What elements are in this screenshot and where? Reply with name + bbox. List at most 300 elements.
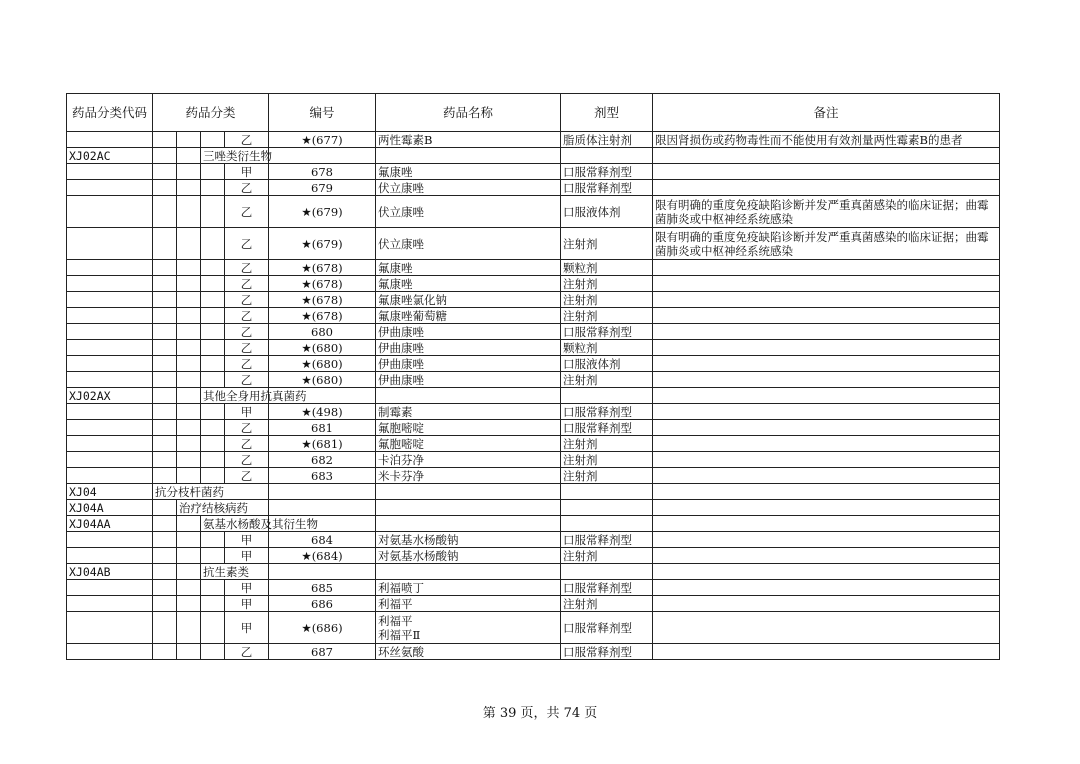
row-drug-name: [376, 388, 561, 404]
row-note: [653, 548, 1000, 564]
row-note: [653, 452, 1000, 468]
indent-cell: [177, 564, 201, 580]
indent-cell: [153, 308, 177, 324]
row-code: [67, 308, 153, 324]
row-dosage-form: 口服液体剂: [561, 356, 653, 372]
indent-cell: [153, 276, 177, 292]
indent-cell: [201, 228, 225, 260]
indent-cell: [201, 196, 225, 228]
row-note: [653, 468, 1000, 484]
indent-cell: [201, 596, 225, 612]
row-drug-name: [376, 612, 561, 644]
indent-cell: [153, 340, 177, 356]
row-dosage-form: [561, 484, 653, 500]
table-row: [67, 564, 1000, 580]
row-dosage-form: 口服常释剂型: [561, 164, 653, 180]
row-number: 682: [269, 452, 376, 468]
indent-cell: [201, 324, 225, 340]
table-row: [67, 180, 1000, 196]
row-drug-name: 利福平: [376, 596, 561, 612]
indent-cell: [153, 436, 177, 452]
row-category: 氨基水杨酸及其衍生物: [201, 516, 269, 532]
row-drug-name: 氟康唑氯化钠: [376, 292, 561, 308]
row-grade: 甲: [225, 532, 269, 548]
row-number: ★(679): [269, 228, 376, 260]
row-drug-name: 利福喷丁: [376, 580, 561, 596]
indent-cell: [153, 196, 177, 228]
indent-cell: [177, 196, 201, 228]
row-drug-name: 伊曲康唑: [376, 340, 561, 356]
row-grade: 乙: [225, 180, 269, 196]
row-drug-name: 伏立康唑: [376, 228, 561, 260]
row-grade: 甲: [225, 580, 269, 596]
row-note: [653, 532, 1000, 548]
row-number: 679: [269, 180, 376, 196]
indent-cell: [177, 436, 201, 452]
indent-cell: [177, 388, 201, 404]
row-grade: 乙: [225, 260, 269, 276]
table-row: [67, 148, 1000, 164]
row-number: 680: [269, 324, 376, 340]
row-number: ★(678): [269, 308, 376, 324]
row-grade: 甲: [225, 596, 269, 612]
row-note: [653, 500, 1000, 516]
table-row: [67, 308, 1000, 324]
indent-cell: [177, 548, 201, 564]
row-number: [269, 500, 376, 516]
row-code: [67, 292, 153, 308]
table-row: [67, 548, 1000, 564]
row-code: [67, 468, 153, 484]
table-row: [67, 228, 1000, 260]
row-note: [653, 276, 1000, 292]
row-dosage-form: 口服常释剂型: [561, 420, 653, 436]
indent-cell: [177, 516, 201, 532]
row-grade: 乙: [225, 436, 269, 452]
table-row: [67, 484, 1000, 500]
table-row: [67, 644, 1000, 660]
row-dosage-form: 口服常释剂型: [561, 404, 653, 420]
row-note: 限有明确的重度免疫缺陷诊断并发严重真菌感染的临床证据；曲霉菌肺炎或中枢神经系统感染: [653, 196, 1000, 228]
row-number: [269, 484, 376, 500]
row-code: [67, 548, 153, 564]
header-note: 备注: [653, 94, 1000, 132]
row-dosage-form: 口服常释剂型: [561, 644, 653, 660]
row-dosage-form: 注射剂: [561, 372, 653, 388]
indent-cell: [201, 436, 225, 452]
indent-cell: [153, 180, 177, 196]
indent-cell: [153, 324, 177, 340]
row-grade: 乙: [225, 340, 269, 356]
row-note: [653, 180, 1000, 196]
row-grade: 乙: [225, 372, 269, 388]
indent-cell: [201, 404, 225, 420]
row-code: XJ04AA: [67, 516, 153, 532]
indent-cell: [201, 260, 225, 276]
row-dosage-form: 注射剂: [561, 468, 653, 484]
row-number: ★(686): [269, 612, 376, 644]
row-number: ★(678): [269, 292, 376, 308]
row-note: [653, 436, 1000, 452]
row-note: [653, 516, 1000, 532]
row-dosage-form: [561, 500, 653, 516]
row-note: [653, 324, 1000, 340]
drug-name-line: 利福平Ⅱ: [378, 627, 421, 642]
table-row: [67, 196, 1000, 228]
row-note: [653, 148, 1000, 164]
row-drug-name: 伏立康唑: [376, 196, 561, 228]
indent-cell: [153, 644, 177, 660]
row-drug-name: [376, 564, 561, 580]
row-note: [653, 308, 1000, 324]
row-drug-name: [376, 500, 561, 516]
indent-cell: [153, 228, 177, 260]
indent-cell: [177, 596, 201, 612]
indent-cell: [201, 356, 225, 372]
indent-cell: [201, 180, 225, 196]
row-grade: 乙: [225, 196, 269, 228]
row-grade: 乙: [225, 644, 269, 660]
row-number: ★(684): [269, 548, 376, 564]
row-drug-name: 对氨基水杨酸钠: [376, 532, 561, 548]
row-dosage-form: 口服常释剂型: [561, 532, 653, 548]
row-drug-name: [376, 516, 561, 532]
row-grade: 乙: [225, 420, 269, 436]
row-grade: 乙: [225, 324, 269, 340]
row-grade: 乙: [225, 292, 269, 308]
row-dosage-form: 颗粒剂: [561, 340, 653, 356]
row-note: [653, 356, 1000, 372]
row-number: 678: [269, 164, 376, 180]
indent-cell: [153, 260, 177, 276]
indent-cell: [201, 164, 225, 180]
row-grade: 乙: [225, 356, 269, 372]
row-grade: 甲: [225, 164, 269, 180]
indent-cell: [177, 580, 201, 596]
row-note: [653, 420, 1000, 436]
row-note: [653, 484, 1000, 500]
row-code: XJ02AX: [67, 388, 153, 404]
row-number: ★(679): [269, 196, 376, 228]
row-drug-name: 氟康唑: [376, 260, 561, 276]
row-dosage-form: 口服常释剂型: [561, 180, 653, 196]
indent-cell: [177, 644, 201, 660]
row-drug-name: 制霉素: [376, 404, 561, 420]
row-number: ★(678): [269, 276, 376, 292]
indent-cell: [177, 612, 201, 644]
row-note: [653, 372, 1000, 388]
header-name: 药品名称: [376, 94, 561, 132]
row-note: [653, 260, 1000, 276]
indent-cell: [177, 260, 201, 276]
indent-cell: [177, 532, 201, 548]
indent-cell: [201, 276, 225, 292]
row-number: [269, 148, 376, 164]
row-dosage-form: 注射剂: [561, 308, 653, 324]
indent-cell: [153, 372, 177, 388]
row-drug-name: 对氨基水杨酸钠: [376, 548, 561, 564]
row-code: [67, 164, 153, 180]
row-code: [67, 340, 153, 356]
table-row: [67, 132, 1000, 148]
row-grade: 乙: [225, 132, 269, 148]
row-drug-name: 两性霉素B: [376, 132, 561, 148]
row-category: 三唑类衍生物: [201, 148, 269, 164]
indent-cell: [153, 388, 177, 404]
row-note: [653, 292, 1000, 308]
row-note: [653, 340, 1000, 356]
row-grade: 乙: [225, 308, 269, 324]
indent-cell: [153, 564, 177, 580]
indent-cell: [153, 516, 177, 532]
row-number: 683: [269, 468, 376, 484]
table-header-row: [67, 94, 1000, 132]
row-drug-name: [376, 148, 561, 164]
row-note: 限有明确的重度免疫缺陷诊断并发严重真菌感染的临床证据；曲霉菌肺炎或中枢神经系统感染: [653, 228, 1000, 260]
row-code: XJ04A: [67, 500, 153, 516]
row-number: ★(680): [269, 356, 376, 372]
row-drug-name: 伊曲康唑: [376, 356, 561, 372]
row-code: [67, 276, 153, 292]
indent-cell: [177, 420, 201, 436]
table-row: [67, 452, 1000, 468]
indent-cell: [201, 420, 225, 436]
row-drug-name: [376, 484, 561, 500]
indent-cell: [201, 372, 225, 388]
row-dosage-form: 注射剂: [561, 436, 653, 452]
row-number: 685: [269, 580, 376, 596]
indent-cell: [153, 292, 177, 308]
indent-cell: [153, 404, 177, 420]
row-dosage-form: [561, 564, 653, 580]
row-dosage-form: 注射剂: [561, 228, 653, 260]
drug-name-line: 利福平: [378, 613, 413, 628]
row-dosage-form: [561, 388, 653, 404]
table-row: [67, 404, 1000, 420]
row-code: [67, 196, 153, 228]
row-drug-name: 伊曲康唑: [376, 324, 561, 340]
row-note: [653, 580, 1000, 596]
header-category: 药品分类: [153, 94, 269, 132]
indent-cell: [177, 308, 201, 324]
row-code: [67, 532, 153, 548]
table-row: [67, 356, 1000, 372]
row-category: 抗生素类: [201, 564, 269, 580]
table-row: [67, 596, 1000, 612]
table-row: [67, 468, 1000, 484]
row-dosage-form: 注射剂: [561, 276, 653, 292]
row-code: [67, 596, 153, 612]
row-number: 681: [269, 420, 376, 436]
table-row: [67, 516, 1000, 532]
row-note: [653, 644, 1000, 660]
table-row: [67, 436, 1000, 452]
indent-cell: [153, 148, 177, 164]
indent-cell: [153, 596, 177, 612]
row-code: [67, 420, 153, 436]
row-drug-name: 氟胞嘧啶: [376, 436, 561, 452]
row-number: ★(680): [269, 340, 376, 356]
indent-cell: [201, 612, 225, 644]
row-code: [67, 404, 153, 420]
indent-cell: [177, 372, 201, 388]
indent-cell: [201, 548, 225, 564]
indent-cell: [201, 308, 225, 324]
row-number: 684: [269, 532, 376, 548]
row-number: [269, 564, 376, 580]
row-category: 抗分枝杆菌药: [153, 484, 269, 500]
row-code: [67, 452, 153, 468]
row-number: ★(681): [269, 436, 376, 452]
table-row: [67, 276, 1000, 292]
indent-cell: [153, 468, 177, 484]
row-note: [653, 404, 1000, 420]
row-grade: 甲: [225, 404, 269, 420]
row-code: [67, 436, 153, 452]
row-code: [67, 228, 153, 260]
table-row: [67, 612, 1000, 644]
indent-cell: [177, 276, 201, 292]
row-number: ★(680): [269, 372, 376, 388]
row-note: [653, 564, 1000, 580]
table-row: [67, 388, 1000, 404]
row-dosage-form: 注射剂: [561, 292, 653, 308]
table-row: [67, 292, 1000, 308]
row-drug-name: 伊曲康唑: [376, 372, 561, 388]
row-grade: 乙: [225, 468, 269, 484]
row-dosage-form: [561, 148, 653, 164]
indent-cell: [177, 356, 201, 372]
table-row: [67, 372, 1000, 388]
row-code: [67, 356, 153, 372]
row-dosage-form: 注射剂: [561, 596, 653, 612]
indent-cell: [153, 164, 177, 180]
row-dosage-form: 口服液体剂: [561, 196, 653, 228]
indent-cell: [153, 580, 177, 596]
indent-cell: [201, 580, 225, 596]
indent-cell: [153, 452, 177, 468]
indent-cell: [201, 532, 225, 548]
row-note: [653, 164, 1000, 180]
indent-cell: [153, 532, 177, 548]
row-code: XJ02AC: [67, 148, 153, 164]
table-row: [67, 500, 1000, 516]
row-note: 限因肾损伤或药物毒性而不能使用有效剂量两性霉素B的患者: [653, 132, 1000, 148]
indent-cell: [177, 180, 201, 196]
indent-cell: [201, 132, 225, 148]
row-dosage-form: 注射剂: [561, 548, 653, 564]
table-row: [67, 532, 1000, 548]
row-grade: 乙: [225, 276, 269, 292]
indent-cell: [201, 340, 225, 356]
row-dosage-form: 颗粒剂: [561, 260, 653, 276]
indent-cell: [201, 452, 225, 468]
indent-cell: [201, 292, 225, 308]
row-category: 其他全身用抗真菌药: [201, 388, 269, 404]
row-code: XJ04AB: [67, 564, 153, 580]
row-number: 686: [269, 596, 376, 612]
row-note: [653, 596, 1000, 612]
row-drug-name: 米卡芬净: [376, 468, 561, 484]
row-drug-name: 氟胞嘧啶: [376, 420, 561, 436]
row-dosage-form: 注射剂: [561, 452, 653, 468]
indent-cell: [177, 228, 201, 260]
indent-cell: [177, 324, 201, 340]
indent-cell: [177, 468, 201, 484]
indent-cell: [153, 132, 177, 148]
row-code: XJ04: [67, 484, 153, 500]
indent-cell: [153, 500, 177, 516]
indent-cell: [153, 548, 177, 564]
row-dosage-form: [561, 516, 653, 532]
row-grade: 乙: [225, 452, 269, 468]
table-row: [67, 340, 1000, 356]
row-code: [67, 372, 153, 388]
row-grade: 乙: [225, 228, 269, 260]
row-grade: 甲: [225, 548, 269, 564]
indent-cell: [177, 340, 201, 356]
indent-cell: [153, 612, 177, 644]
indent-cell: [177, 148, 201, 164]
row-note: [653, 612, 1000, 644]
table-row: [67, 260, 1000, 276]
row-drug-name: 环丝氨酸: [376, 644, 561, 660]
drug-catalog-table: [66, 93, 1000, 660]
indent-cell: [177, 452, 201, 468]
row-dosage-form: 脂质体注射剂: [561, 132, 653, 148]
indent-cell: [177, 292, 201, 308]
row-note: [653, 388, 1000, 404]
indent-cell: [177, 164, 201, 180]
row-dosage-form: 口服常释剂型: [561, 324, 653, 340]
table-row: [67, 164, 1000, 180]
header-number: 编号: [269, 94, 376, 132]
row-drug-name: 氟康唑葡萄糖: [376, 308, 561, 324]
row-dosage-form: 口服常释剂型: [561, 612, 653, 644]
row-number: ★(677): [269, 132, 376, 148]
indent-cell: [153, 420, 177, 436]
row-number: ★(678): [269, 260, 376, 276]
row-drug-name: 卡泊芬净: [376, 452, 561, 468]
row-category: 治疗结核病药: [177, 500, 269, 516]
table-row: [67, 580, 1000, 596]
row-code: [67, 612, 153, 644]
page-number-footer: 第 39 页，共 74 页: [482, 706, 598, 721]
header-form: 剂型: [561, 94, 653, 132]
row-drug-name: 伏立康唑: [376, 180, 561, 196]
row-number: 687: [269, 644, 376, 660]
indent-cell: [177, 404, 201, 420]
row-grade: 甲: [225, 612, 269, 644]
indent-cell: [177, 132, 201, 148]
indent-cell: [201, 644, 225, 660]
row-code: [67, 180, 153, 196]
row-number: ★(498): [269, 404, 376, 420]
row-code: [67, 132, 153, 148]
row-code: [67, 644, 153, 660]
header-code: 药品分类代码: [67, 94, 153, 132]
indent-cell: [153, 356, 177, 372]
row-code: [67, 324, 153, 340]
row-drug-name: 氟康唑: [376, 276, 561, 292]
table-row: [67, 420, 1000, 436]
indent-cell: [201, 468, 225, 484]
row-drug-name: 氟康唑: [376, 164, 561, 180]
row-dosage-form: 口服常释剂型: [561, 580, 653, 596]
row-code: [67, 260, 153, 276]
row-code: [67, 580, 153, 596]
table-row: [67, 324, 1000, 340]
